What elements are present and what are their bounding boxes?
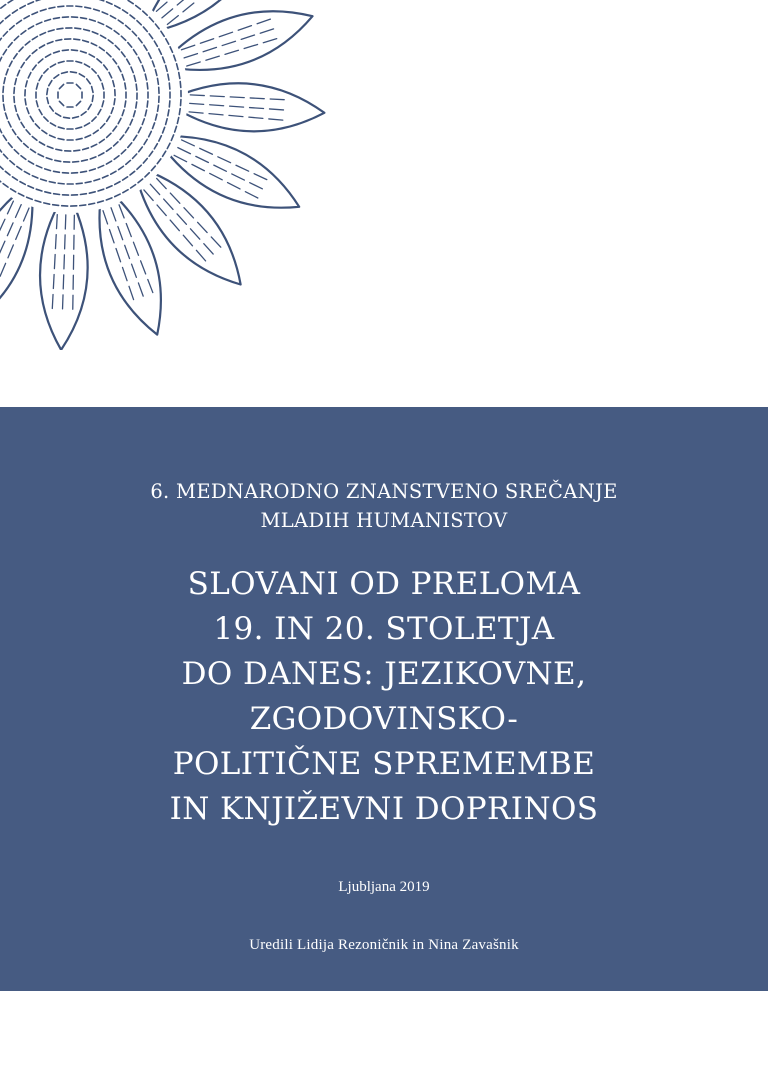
seed-mark xyxy=(54,18,60,19)
title-line: 19. IN 20. STOLETJA xyxy=(213,611,555,647)
seed-mark xyxy=(81,18,87,19)
seed-mark xyxy=(147,101,148,107)
subtitle-line: MLADIH HUMANISTOV xyxy=(260,509,508,532)
title-line: ZGODOVINSKO- xyxy=(249,701,519,737)
subtitle-line: 6. MEDNARODNO ZNANSTVENO SREČANJE xyxy=(150,480,618,503)
editors-credit: Uredili Lidija Rezoničnik in Nina Zavašnik xyxy=(249,937,519,953)
seed-mark xyxy=(169,83,170,89)
seed-mark xyxy=(62,50,68,51)
seed-mark xyxy=(179,73,180,79)
seed-mark xyxy=(169,101,170,107)
sunflower-illustration-icon xyxy=(0,0,340,350)
seed-mark xyxy=(81,171,87,172)
title-line: SLOVANI OD PRELOMA xyxy=(187,566,581,602)
seed-mark xyxy=(158,105,159,111)
seed-mark xyxy=(4,104,5,110)
seed-mark xyxy=(136,84,137,90)
seed-mark xyxy=(92,95,93,101)
seed-mark xyxy=(179,109,180,115)
seed-mark xyxy=(58,183,64,184)
title-line: DO DANES: JEZIKOVNE, xyxy=(181,656,587,692)
place-year: Ljubljana 2019 xyxy=(338,879,430,895)
seed-mark xyxy=(54,171,60,172)
seed-mark xyxy=(55,160,61,161)
seed-mark xyxy=(76,6,82,7)
seed-mark xyxy=(70,72,76,73)
seed-mark xyxy=(47,89,48,95)
seed-mark xyxy=(74,150,80,151)
seed-mark xyxy=(136,102,137,108)
seed-mark xyxy=(157,78,158,84)
title-line: IN KNJIŽEVNI DOPRINOS xyxy=(169,791,599,827)
seed-mark xyxy=(168,74,169,80)
seed-mark xyxy=(147,83,148,89)
seed-mark xyxy=(180,82,181,88)
seed-mark xyxy=(53,205,59,206)
seed-mark xyxy=(75,28,81,29)
book-title xyxy=(0,562,768,832)
seed-mark xyxy=(114,99,115,105)
seed-mark xyxy=(80,205,86,206)
seed-mark xyxy=(76,183,82,184)
conference-subtitle xyxy=(0,477,768,535)
seed-mark xyxy=(54,194,60,195)
seed-mark xyxy=(80,194,86,195)
seed-mark xyxy=(168,110,169,116)
seed-mark xyxy=(64,117,70,118)
seed-mark xyxy=(57,28,63,29)
petal-shape xyxy=(40,190,88,350)
seed-mark xyxy=(73,162,79,163)
seed-mark xyxy=(25,99,26,105)
seed-mark xyxy=(74,39,80,40)
petal-shape xyxy=(165,83,325,131)
title-line: POLITIČNE SPREMEMBE xyxy=(172,746,596,782)
seed-mark xyxy=(58,6,64,7)
seed-mark xyxy=(125,83,126,89)
seed-mark xyxy=(125,101,126,107)
seed-mark xyxy=(71,50,77,51)
